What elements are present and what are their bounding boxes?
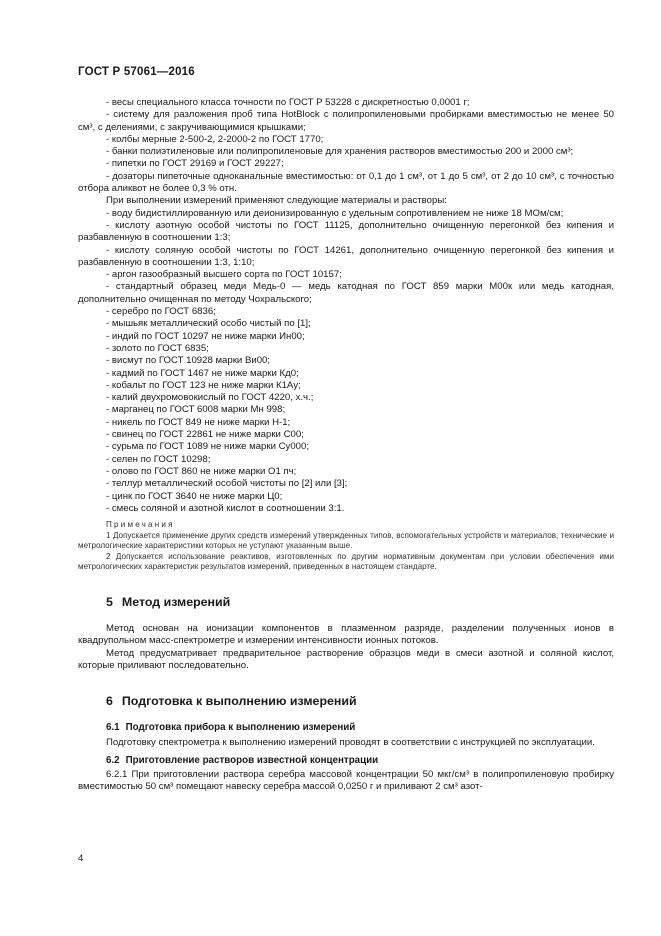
subsection-title: Подготовка прибора к выполнению измерений <box>125 722 356 734</box>
notes-block <box>78 520 614 573</box>
list-item: - марганец по ГОСТ 6008 марки Мн 998; <box>106 404 286 416</box>
list-item: - кислоту соляную особой чистоты по ГОСТ 14261, дополнительно очищенную перегонкой без кипения и разбавленную в соотношении 1:3, 1:10; <box>78 244 614 268</box>
section-paragraph: 6.2.1 При приготовлении раствора серебра массовой концентрации 50 мкг/см³ в полипропиленовую пробирку вместимостью 50 см³ помещают навеску серебра массой 0,0250 г и приливают 2 см³ азот- <box>78 769 614 793</box>
list-item: - висмут по ГОСТ 10928 марки Ви00; <box>106 355 271 367</box>
subsection-number: 6.1 <box>106 722 120 734</box>
list-item: - стандартный образец меди Медь-0 — медь катодная по ГОСТ 859 марки М00к или медь катодная, дополнительно очищенная по методу Чохральского; <box>78 281 614 305</box>
page-content <box>78 97 614 794</box>
subsection-title: Приготовление растворов известной концентрации <box>125 754 379 766</box>
note-item: 2 Допускается использование реактивов, изготовленных по другим нормативным документам при условии обеспечения ими метрологических характеристик результатов измерений, приведенных в настоящем стандарте. <box>78 551 614 572</box>
list-item: - олово по ГОСТ 860 не ниже марки О1 пч; <box>106 465 297 477</box>
section-heading <box>106 694 614 708</box>
list-item: - свинец по ГОСТ 22861 не ниже марки С00; <box>106 429 304 441</box>
list-item: - колбы мерные 2-500-2, 2-2000-2 по ГОСТ 1770; <box>106 133 324 145</box>
equipment-list <box>78 97 614 195</box>
list-item: - сурьма по ГОСТ 1089 не ниже марки Су000; <box>106 441 309 453</box>
section-heading <box>106 595 614 609</box>
document-header: ГОСТ Р 57061—2016 <box>78 66 195 78</box>
list-item: - золото по ГОСТ 6835; <box>106 342 209 354</box>
list-item: - селен по ГОСТ 10298; <box>106 453 211 465</box>
section-number: 5 <box>106 595 113 610</box>
subsection-heading <box>106 755 614 767</box>
section-title: Метод измерений <box>121 595 231 610</box>
list-item: - кобальт по ГОСТ 123 не ниже марки К1Ау; <box>106 379 301 391</box>
materials-list <box>78 208 614 515</box>
subsection-number: 6.2 <box>106 754 120 766</box>
section-title: Подготовка к выполнению измерений <box>121 694 357 709</box>
section-paragraph: Метод предусматривает предварительное растворение образцов меди в смеси азотной и соляной кислот, которые приливают последовательно. <box>78 647 614 671</box>
list-item: - пипетки по ГОСТ 29169 и ГОСТ 29227; <box>106 158 284 170</box>
list-item: - банки полиэтиленовые или полипропиленовые для хранения растворов вместимостью 200 и 2000 см³; <box>106 146 574 158</box>
list-item: - дозаторы пипеточные одноканальные вместимостью: от 0,1 до 1 см³, от 1 до 5 см³, от 2 до 10 см³, с точностью отбора аликвот не более 0,3 % отн. <box>78 170 614 195</box>
section-paragraph: Подготовку спектрометра к выполнению измерений проводят в соответствии с инструкцией по эксплуатации. <box>106 736 595 748</box>
materials-intro: При выполнении измерений применяют следующие материалы и растворы: <box>106 195 447 207</box>
list-item: - воду бидистиллированную или деионизированную с удельным сопротивлением не ниже 18 МОм/см; <box>106 207 564 219</box>
list-item: - кадмий по ГОСТ 1467 не ниже марки Кд0; <box>106 367 299 379</box>
list-item: - систему для разложения проб типа HotBlock с полипропиленовыми пробирками вместимостью не менее 50 см³, с делениями, с закручивающимися крышками; <box>78 109 614 133</box>
list-item: - цинк по ГОСТ 3640 не ниже марки Ц0; <box>106 490 283 502</box>
section-number: 6 <box>106 694 113 709</box>
list-item: - аргон газообразный высшего сорта по ГОСТ 10157; <box>106 269 342 281</box>
list-item: - мышьяк металлический особо чистый по [1]; <box>106 318 311 330</box>
list-item: - смесь соляной и азотной кислот в соотношении 3:1. <box>106 502 345 514</box>
list-item: - серебро по ГОСТ 6836; <box>106 306 216 318</box>
list-item: - теллур металлический особой чистоты по [2] или [3]; <box>106 478 348 490</box>
list-item: - кислоту азотную особой чистоты по ГОСТ 11125, дополнительно очищенную перегонкой без кипения и разбавленную в соотношении 1:3; <box>78 219 614 244</box>
notes-title: Примечания <box>106 520 175 530</box>
list-item: - калий двухромовокислый по ГОСТ 4220, х.ч.; <box>106 392 314 404</box>
page-number: 4 <box>78 853 84 864</box>
note-item: 1 Допускается применение других средств измерений утвержденных типов, вспомогательных устройств и материалов, технические и метрологические характеристики которых не уступают указанным выше. <box>78 530 614 551</box>
list-item: - индий по ГОСТ 10297 не ниже марки Ин00; <box>106 330 305 342</box>
subsection-heading <box>106 722 614 734</box>
list-item: - никель по ГОСТ 849 не ниже марки Н-1; <box>106 416 291 428</box>
section-paragraph: Метод основан на ионизации компонентов в плазменном разряде, разделении полученных ионов в квадрупольном масс-спектрометре и измерении интенсивности ионных потоков. <box>78 623 614 647</box>
list-item: - весы специального класса точности по ГОСТ Р 53228 с дискретностью 0,0001 г; <box>106 97 470 108</box>
